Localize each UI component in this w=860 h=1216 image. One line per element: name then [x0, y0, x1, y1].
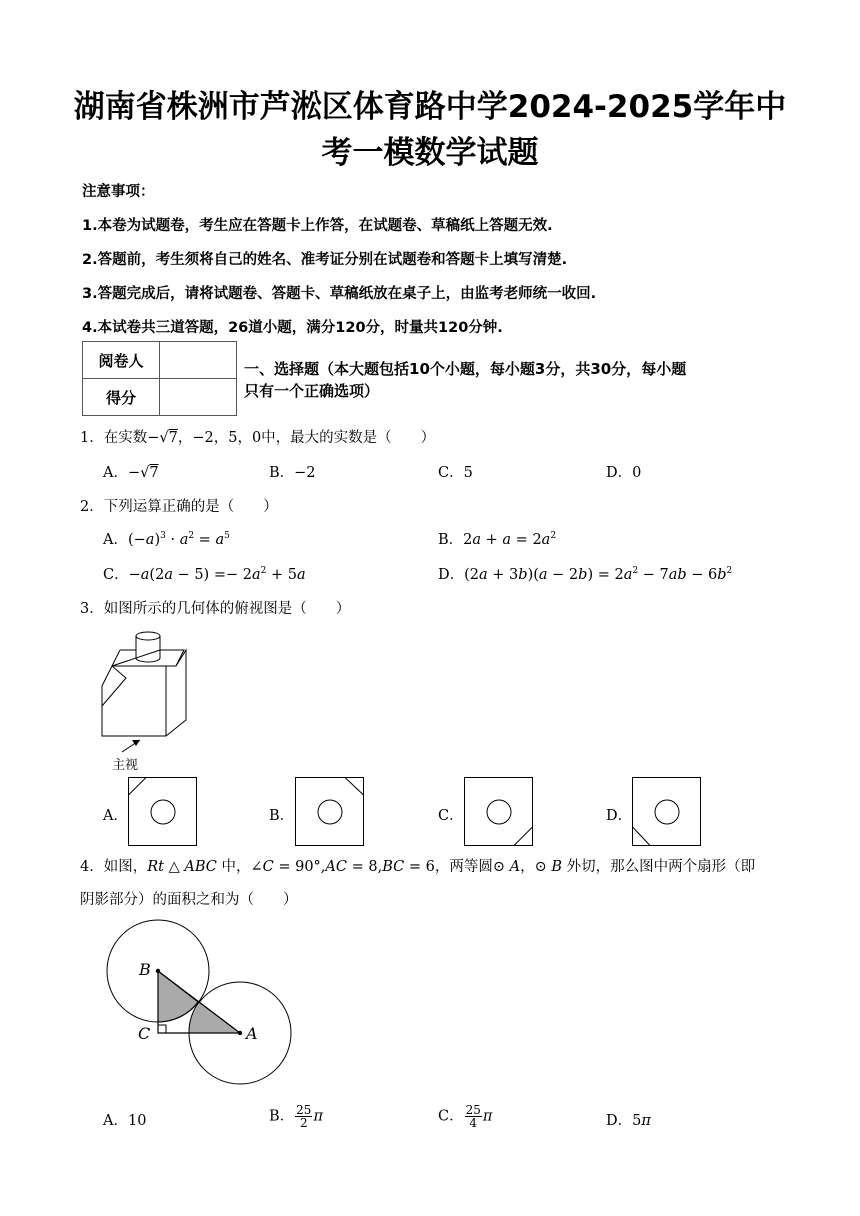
question-3-option-b-label[interactable]: B．	[269, 808, 295, 824]
question-3-option-b-figure[interactable]	[295, 777, 365, 847]
question-1-option-b[interactable]: B．−2	[269, 465, 316, 481]
question-2-option-d[interactable]: D．$(2a + 3b)(a - 2b) = 2a^2 - 7ab - 6b^2$	[438, 566, 733, 583]
question-3-option-d-figure[interactable]	[632, 777, 702, 847]
question-3-stem: 3．如图所示的几何体的俯视图是（ ）	[80, 601, 351, 617]
question-3-option-c-label[interactable]: C．	[438, 808, 464, 824]
question-3-option-c-figure[interactable]	[464, 777, 534, 847]
front-view-label: 主视	[112, 758, 139, 773]
question-2-option-b[interactable]: B．$2a + a = 2a^2$	[438, 531, 557, 548]
question-1-stem: 1．在实数−√7，−2，5，0中，最大的实数是（ ）	[80, 430, 436, 446]
sqrt-symbol: √	[159, 430, 169, 446]
point-c-label: C	[138, 1024, 151, 1043]
question-4-option-a[interactable]: A．10	[103, 1113, 147, 1129]
title-line-1: 湖南省株洲市芦淞区体育路中学2024-2025学年中	[73, 89, 787, 125]
reviewer-cell[interactable]	[160, 342, 237, 379]
fraction-25-over-4: $\frac{25}{4}$	[465, 1103, 481, 1130]
score-cell[interactable]	[160, 379, 237, 416]
page-title	[60, 84, 800, 176]
title-line-2: 考一模数学试题	[321, 135, 539, 171]
question-4-option-b[interactable]: B． $\frac{25}{2}$ π	[269, 1103, 323, 1130]
question-2-stem: 2．下列运算正确的是（ ）	[80, 499, 278, 515]
question-1-option-a[interactable]: A．−√7	[103, 465, 159, 481]
point-b-label: B	[139, 960, 151, 979]
section-heading-line-2: 只有一个正确选项）	[244, 382, 380, 400]
circles-diagram	[100, 915, 310, 1087]
notice-item-3: 3.答题完成后，请将试题卷、答题卡、草稿纸放在桌子上，由监考老师统一收回.	[82, 286, 597, 302]
question-3-option-d-label[interactable]: D．	[606, 808, 633, 824]
notice-item-4: 4.本试卷共三道答题，26道小题，满分120分，时量共120分钟.	[82, 320, 503, 336]
question-4-stem-line-1: 4．如图，Rt △ ABC 中，∠C = 90°,AC = 8,BC = 6，两等圆⊙ A，⊙ B 外切，那么图中两个扇形（即	[80, 859, 756, 875]
question-3-option-a-label[interactable]: A．	[103, 808, 128, 824]
question-4-option-c[interactable]: C． $\frac{25}{4}$ π	[438, 1103, 493, 1130]
question-2-option-c[interactable]: C．$-a(2a - 5) =- 2a^2 + 5a$	[103, 566, 306, 583]
notice-item-1: 1.本卷为试题卷，考生应在答题卡上作答，在试题卷、草稿纸上答题无效.	[82, 218, 553, 234]
question-3-option-a-figure[interactable]	[128, 777, 198, 847]
score-label: 得分	[83, 379, 160, 416]
point-a-label: A	[246, 1024, 258, 1043]
fraction-25-over-2: $\frac{25}{2}$	[296, 1103, 312, 1130]
notice-item-2: 2.答题前，考生须将自己的姓名、准考证分别在试题卷和答题卡上填写清楚.	[82, 252, 568, 268]
reviewer-label: 阅卷人	[83, 342, 160, 379]
question-4-option-d[interactable]: D．5π	[606, 1113, 651, 1129]
section-heading	[244, 358, 686, 402]
question-1-option-d[interactable]: D．0	[606, 465, 642, 481]
question-4-stem-line-2: 阴影部分）的面积之和为（ ）	[80, 892, 298, 908]
score-table	[82, 341, 237, 416]
notice-heading: 注意事项：	[82, 184, 155, 200]
section-heading-line-1: 一、选择题（本大题包括10个小题，每小题3分，共30分，每小题	[244, 360, 687, 378]
question-2-option-a[interactable]: A．$(-a)^3 \cdot a^2 = a^5$	[103, 531, 230, 548]
question-1-option-c[interactable]: C．5	[438, 465, 473, 481]
solid-figure	[96, 626, 196, 774]
